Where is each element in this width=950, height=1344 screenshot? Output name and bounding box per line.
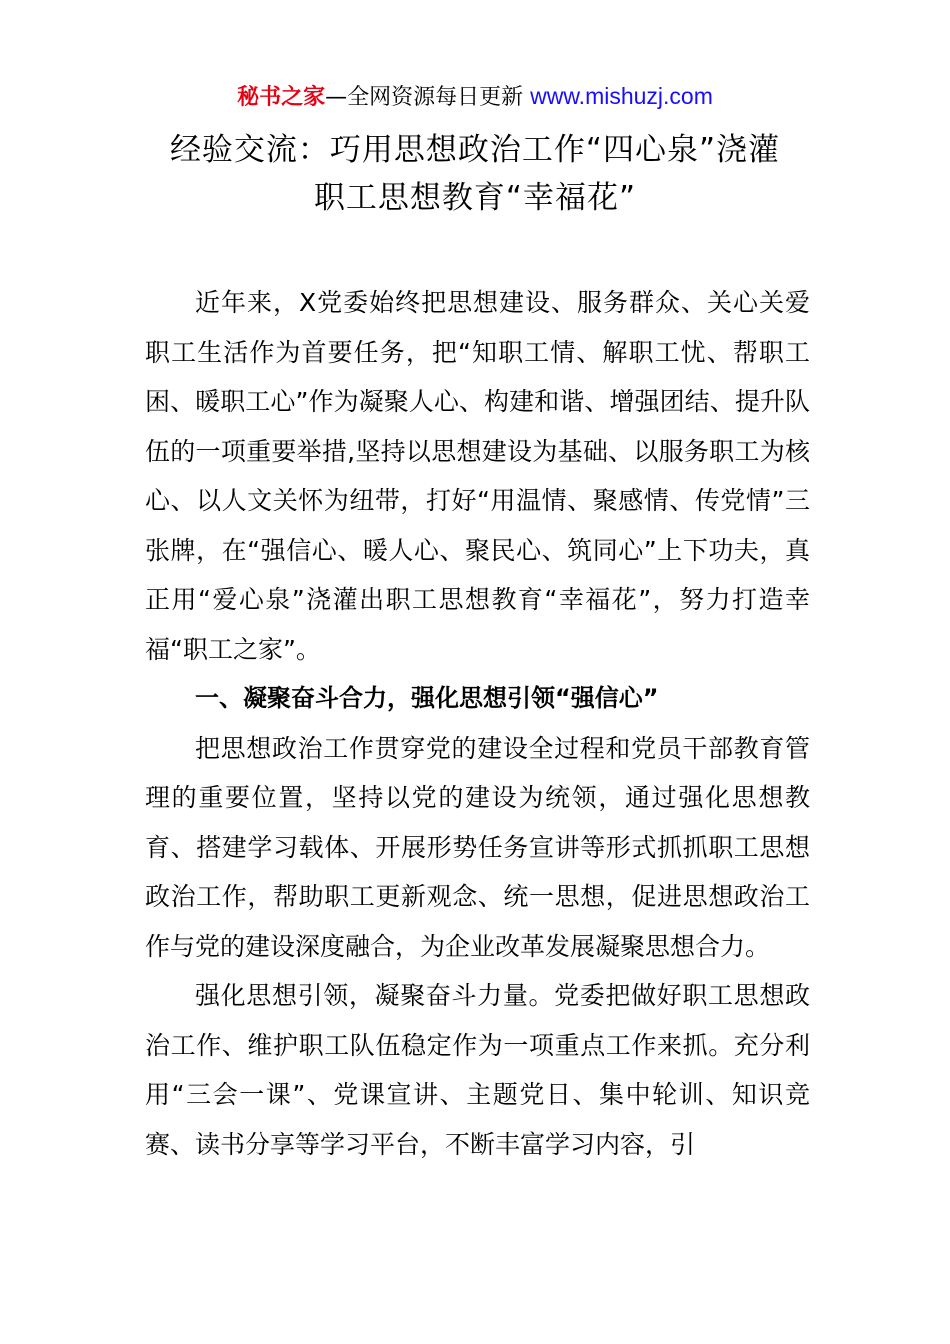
paragraph-section-1: 把思想政治工作贯穿党的建设全过程和党员干部教育管理的重要位置，坚持以党的建设为统领，通过强化思想教育、搭建学习载体、开展形势任务宣讲等形式抓抓职工思想政治工作，帮助职工更新观念、统一思想，促进思想政治工作与党的建设深度融合，为企业改革发展凝聚思想合力。 bbox=[145, 733, 810, 961]
brand-name: 秘书之家 bbox=[237, 85, 326, 110]
header-tagline: —全网资源每日更新 bbox=[325, 85, 524, 110]
document-title bbox=[120, 126, 830, 222]
site-url-link[interactable]: www.mishuzj.com bbox=[530, 83, 713, 109]
title-line-1: 经验交流：巧用思想政治工作“四心泉”浇灌 bbox=[169, 132, 781, 168]
paragraph-section-1-detail: 强化思想引领，凝聚奋斗力量。党委把做好职工思想政治工作、维护职工队伍稳定作为一项重点工作来抓。充分利用“三会一课”、党课宣讲、主题党日、集中轮训、知识竞赛、读书分享等学习平台，不断丰富学习内容，引 bbox=[145, 981, 810, 1159]
paragraph-intro: 近年来，X党委始终把思想建设、服务群众、关心关爱职工生活作为首要任务，把“知职工情、解职工忧、帮职工困、暖职工心”作为凝聚人心、构建和谐、增强团结、提升队伍的一项重要举措,坚持以思想建设为基础、以服务职工为核心、以人文关怀为纽带，打好“用温情、聚感情、传党情”三张牌，在“强信心、暖人心、聚民心、筑同心”上下功夫，真正用“爱心泉”浇灌出职工思想教育“幸福花”，努力打造幸福“职工之家”。 bbox=[145, 288, 810, 664]
document-body bbox=[145, 278, 810, 1169]
section-heading-1: 一、凝聚奋斗合力，强化思想引领“强信心” bbox=[195, 684, 659, 712]
site-header bbox=[0, 80, 950, 114]
title-line-2: 职工思想教育“幸福花” bbox=[313, 180, 637, 216]
